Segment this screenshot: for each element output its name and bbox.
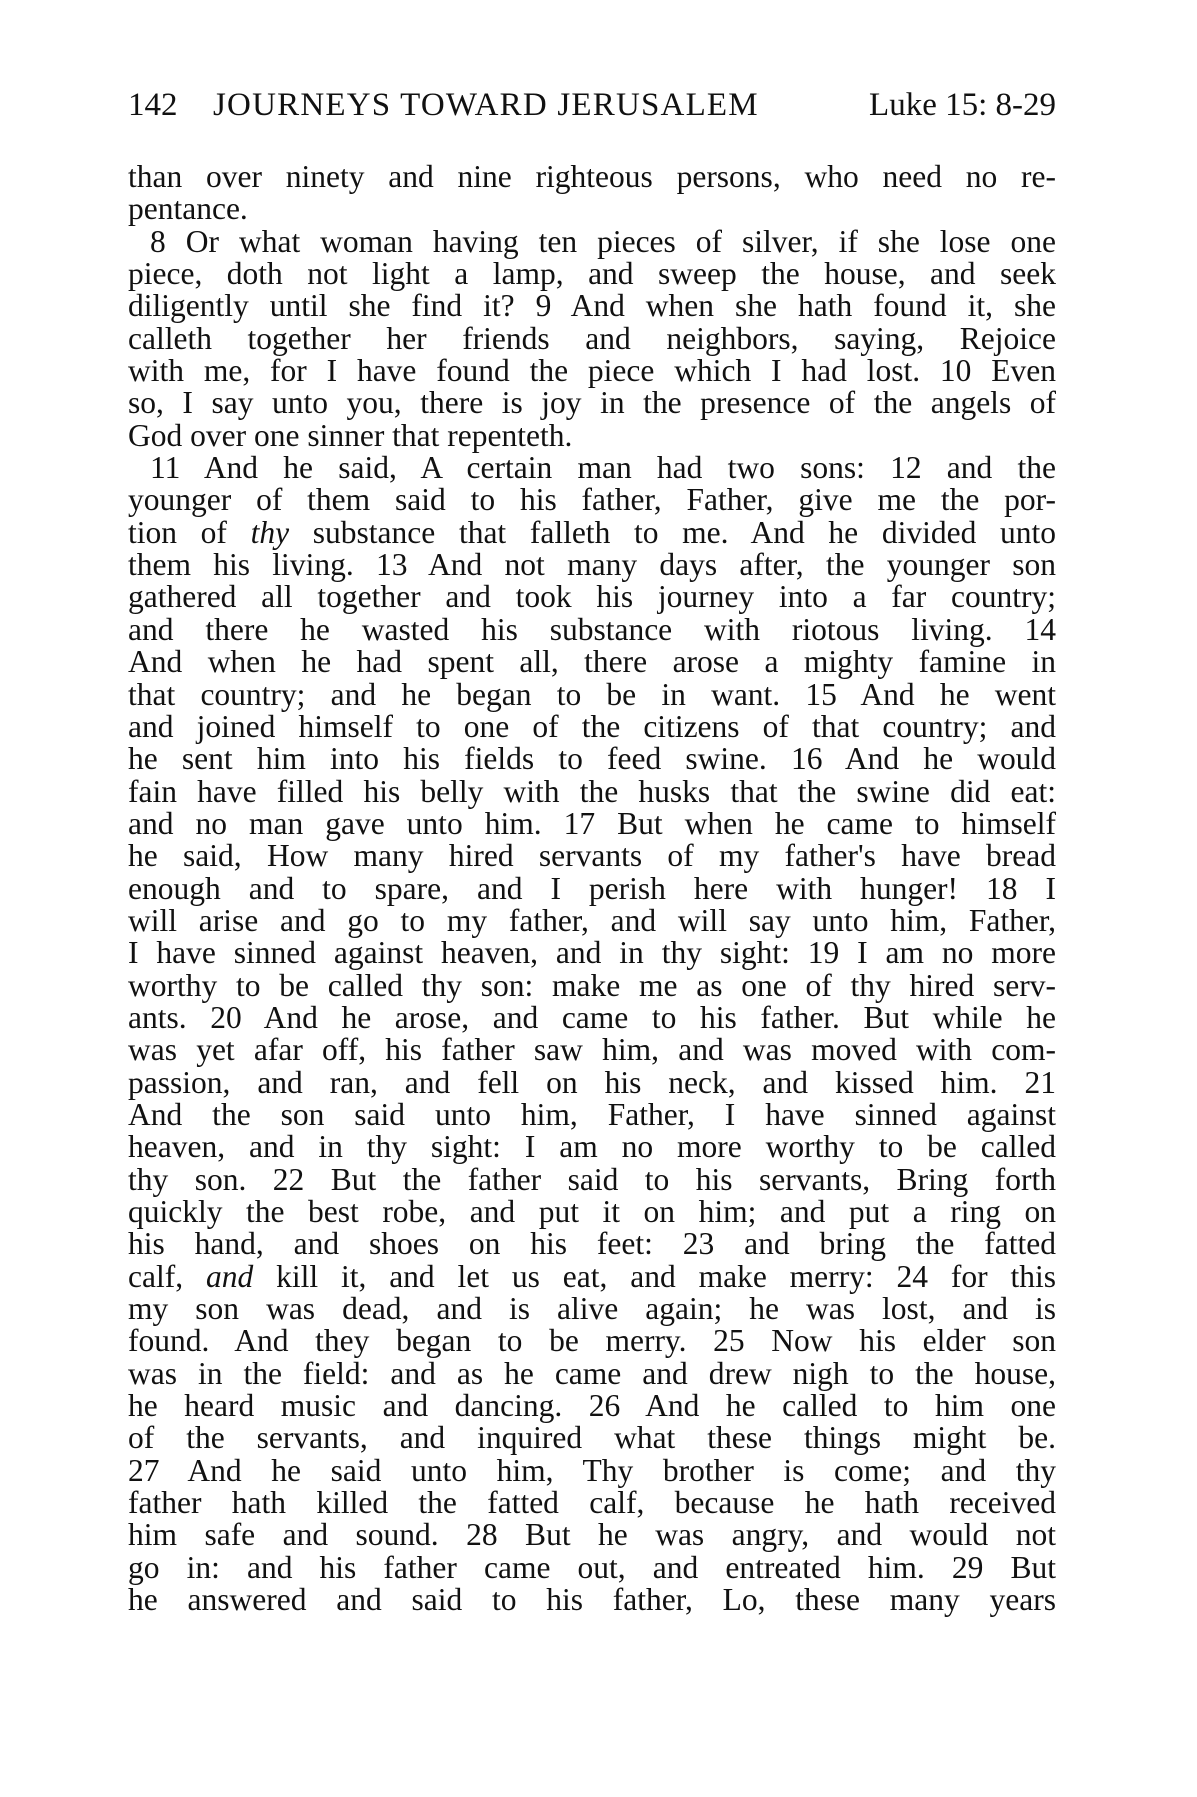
text-line: was yet afar off, his father saw him, and was moved with com- [128,1032,1056,1068]
text-line: of the servants, and inquired what these things might be. [128,1420,1056,1456]
text-line: than over ninety and nine righteous persons, who need no re- [128,159,1056,194]
text-line: I have sinned against heaven, and in thy sight: 19 I am no more [128,935,1056,971]
text-line: father hath killed the fatted calf, because he hath received [128,1485,1056,1521]
text-line: him safe and sound. 28 But he was angry, and would not [128,1517,1056,1553]
text-line: was in the field: and as he came and drew nigh to the house, [128,1355,1056,1391]
text-line: that country; and he began to be in want. 15 And he went [128,676,1056,712]
text-line: piece, doth not light a lamp, and sweep the house, and seek [128,256,1056,292]
text-line: and no man gave unto him. 17 But when he came to himself [128,805,1056,841]
book-page [128,0,1056,1797]
text-line: and joined himself to one of the citizens of that country; and [128,708,1056,744]
text-segment: calf, [128,1258,206,1294]
text-line: found. And they began to be merry. 25 Now his elder son [128,1323,1056,1359]
text-line: ants. 20 And he arose, and came to his father. But while he [128,999,1056,1035]
text-line: diligently until she find it? 9 And when she hath found it, she [128,288,1056,324]
scripture-text [128,161,1056,1616]
italic-word: and [205,1258,254,1294]
chapter-reference: Luke 15: 8-29 [869,87,1056,123]
text-line: younger of them said to his father, Father, give me the por- [128,482,1056,518]
text-line: And the son said unto him, Father, I have sinned against [128,1096,1056,1132]
text-line: gathered all together and took his journey into a far country; [128,579,1056,615]
italic-word: thy [250,514,290,550]
text-line: so, I say unto you, there is joy in the presence of the angels of [128,385,1056,421]
text-line: thy son. 22 But the father said to his servants, Bring forth [128,1161,1056,1197]
text-line: 8 Or what woman having ten pieces of silver, if she lose one [150,223,1056,259]
text-line: go in: and his father came out, and entreated him. 29 But [128,1549,1056,1585]
text-line: heaven, and in thy sight: I am no more worthy to be called [128,1129,1056,1165]
text-line: And when he had spent all, there arose a mighty famine in [128,644,1056,680]
text-line: 27 And he said unto him, Thy brother is come; and thy [128,1452,1056,1488]
text-line: 11 And he said, A certain man had two sons: 12 and the [150,450,1056,486]
text-line: he sent him into his fields to feed swine. 16 And he would [128,741,1056,777]
text-segment: substance that falleth to me. And he divided unto [289,514,1057,550]
text-line [128,514,1057,550]
text-line: God over one sinner that repenteth. [128,417,573,453]
text-line: quickly the best robe, and put it on him; and put a ring on [128,1194,1056,1229]
text-line: my son was dead, and is alive again; he was lost, and is [128,1291,1056,1327]
text-line [128,1258,1056,1294]
text-line: passion, and ran, and fell on his neck, and kissed him. 21 [128,1064,1056,1100]
text-line: fain have filled his belly with the husks that the swine did eat: [128,773,1056,809]
text-line: pentance. [128,191,248,227]
text-line: and there he wasted his substance with riotous living. 14 [128,611,1056,647]
text-line: them his living. 13 And not many days after, the younger son [128,547,1056,583]
book-title: JOURNEYS TOWARD JERUSALEM [213,87,759,123]
text-segment: tion of [128,514,251,550]
running-head [128,85,1056,125]
text-segment: kill it, and let us eat, and make merry: 24 for this [253,1258,1056,1294]
text-line: his hand, and shoes on his feet: 23 and bring the fatted [128,1226,1056,1262]
text-line: worthy to be called thy son: make me as one of thy hired serv- [128,967,1056,1003]
text-line: will arise and go to my father, and will say unto him, Father, [128,902,1056,938]
text-line: he said, How many hired servants of my father's have bread [128,838,1056,874]
text-line: enough and to spare, and I perish here with hunger! 18 I [128,870,1056,906]
text-line: he heard music and dancing. 26 And he called to him one [128,1388,1056,1424]
text-line: with me, for I have found the piece which I had lost. 10 Even [128,353,1056,389]
page-number: 142 [128,87,178,123]
text-line: he answered and said to his father, Lo, these many years [128,1582,1056,1618]
text-line: calleth together her friends and neighbors, saying, Rejoice [128,320,1056,356]
